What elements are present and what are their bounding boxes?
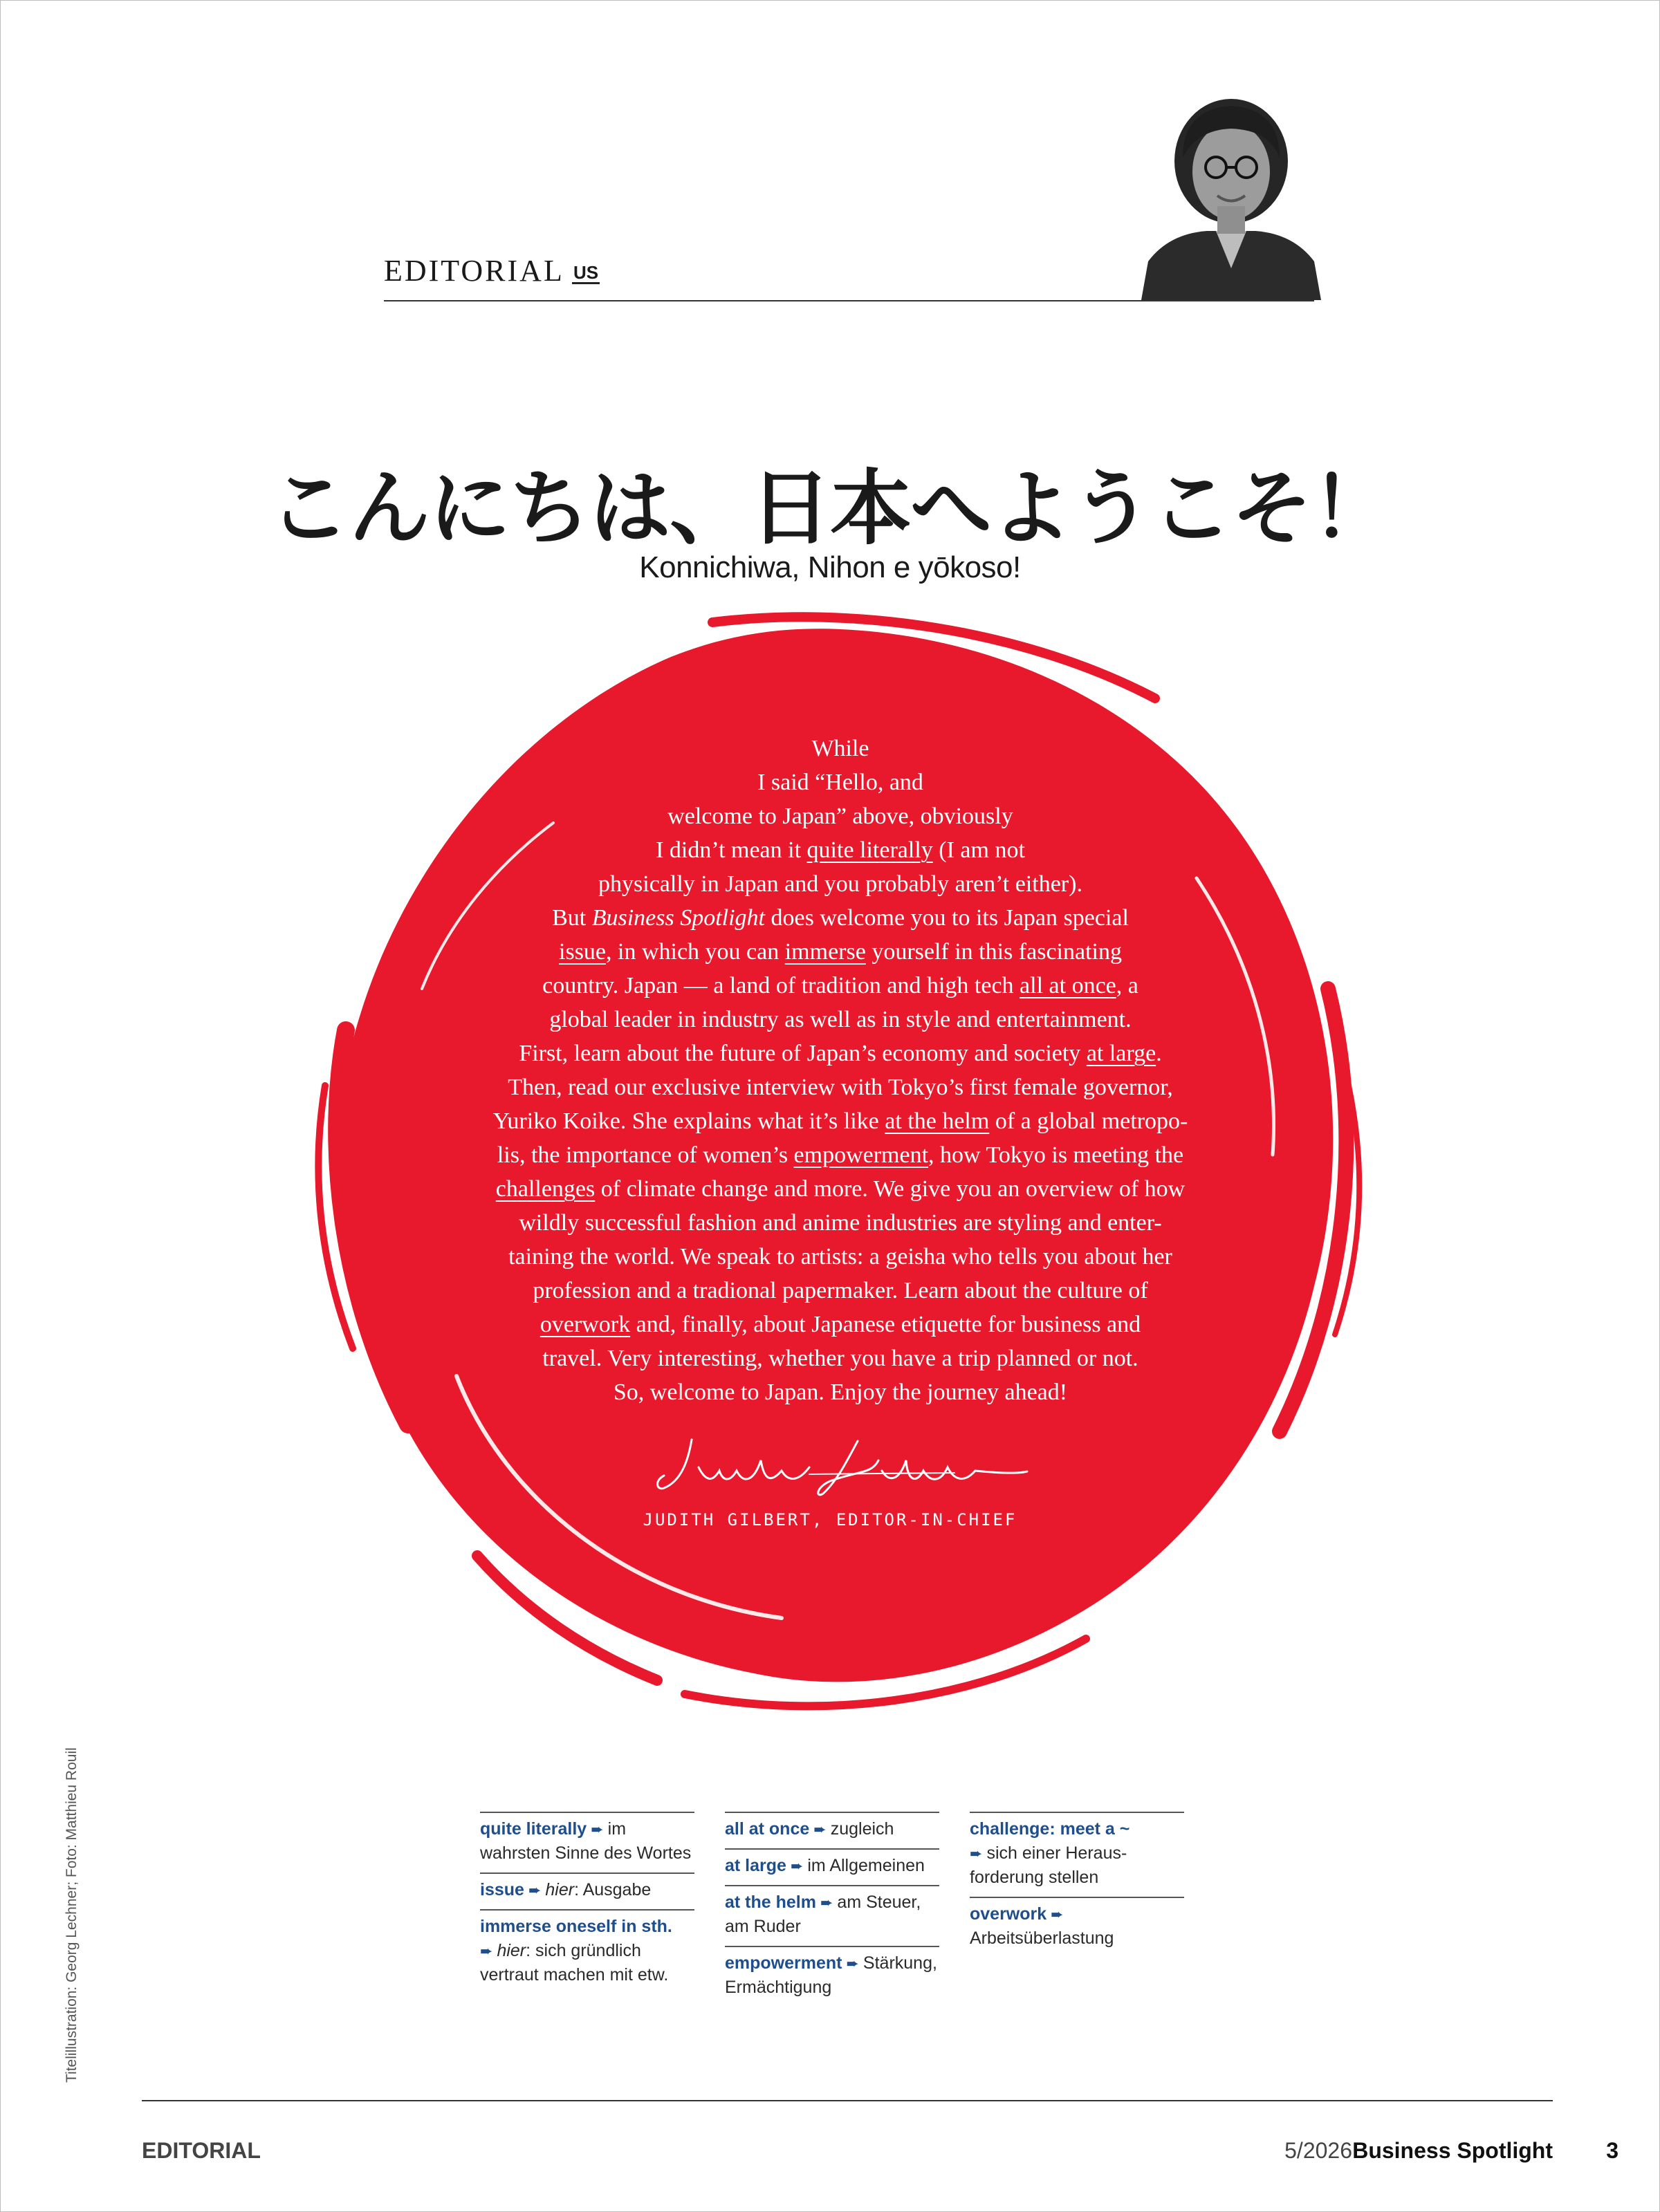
glossary-definition (970, 1843, 1127, 1887)
text-run: taining the world. We speak to artists: a geisha who tells you about her (508, 1244, 1172, 1270)
body-line (415, 732, 1266, 765)
glossary-entry (725, 1885, 939, 1946)
text-run: im Allgemeinen (807, 1856, 925, 1875)
body-line (415, 1206, 1266, 1240)
glossary-column-1 (480, 1812, 694, 1994)
glossary-term: issue (480, 1880, 524, 1899)
arrow-icon: ➨ (480, 1942, 493, 1960)
text-run: : sich gründlich vertraut machen mit etw. (480, 1941, 669, 1985)
text-run: I didn’t mean it (656, 837, 807, 863)
italic-text: hier (545, 1880, 575, 1899)
body-line (415, 1003, 1266, 1037)
body-line (415, 765, 1266, 799)
text-run: : Ausgabe (574, 1880, 652, 1899)
glossed-term: immerse (784, 939, 866, 965)
text-run: country. Japan — a land of tradition and high tech (542, 973, 1020, 998)
arrow-icon: ➨ (790, 1857, 804, 1875)
text-run: yourself in this fascinating (865, 939, 1122, 965)
text-run: of climate change and more. We give you an overview of how (595, 1176, 1186, 1202)
editorial-body (415, 732, 1266, 1409)
glossary-definition (480, 1941, 668, 1985)
arrow-icon: ➨ (1051, 1906, 1064, 1923)
text-run: But (552, 905, 592, 931)
glossed-term: at large (1086, 1041, 1156, 1066)
text-run: First, learn about the future of Japan’s economy and society (519, 1041, 1087, 1066)
text-run: , a (1116, 973, 1138, 998)
text-run: welcome to Japan” above, obviously (667, 803, 1013, 829)
glossed-term: challenges (495, 1176, 596, 1202)
glossed-term: issue (559, 939, 607, 965)
glossary-definition (545, 1880, 651, 1899)
italic-text: Business Spotlight (591, 905, 765, 931)
body-line (415, 1104, 1266, 1138)
glossed-term: all at once (1020, 973, 1116, 998)
text-run: travel. Very interesting, whether you have a trip planned or not. (542, 1346, 1138, 1371)
body-line (415, 969, 1266, 1003)
arrow-icon: ➨ (813, 1821, 827, 1838)
text-run: Yuriko Koike. She explains what it’s like (492, 1108, 885, 1134)
body-line (415, 1375, 1266, 1409)
signer-line: JUDITH GILBERT, EDITOR-IN-CHIEF (643, 1510, 1017, 1530)
text-run: profession and a tradional papermaker. Learn about the culture of (533, 1278, 1148, 1303)
glossary-term: overwork (970, 1904, 1047, 1924)
body-line (415, 1138, 1266, 1172)
glossary-term: at large (725, 1856, 786, 1875)
text-run: and, finally, about Japanese etiquette for business and (630, 1312, 1141, 1337)
glossed-term: empowerment (793, 1142, 929, 1168)
text-run: Arbeitsüberlastung (970, 1928, 1114, 1948)
page-number: 3 (1606, 2138, 1618, 2163)
text-run: While (811, 736, 869, 761)
body-line (415, 867, 1266, 901)
text-run: physically in Japan and you probably aren’t either). (598, 871, 1082, 897)
footer-issue: 5/2026 (1284, 2138, 1352, 2163)
body-line (415, 901, 1266, 935)
glossary-term: at the helm (725, 1893, 816, 1912)
text-run: wildly successful fashion and anime industries are styling and enter- (519, 1210, 1162, 1236)
page-subtitle: Konnichiwa, Nihon e yōkoso! (639, 550, 1021, 584)
italic-text: hier (497, 1941, 526, 1960)
body-line (415, 1274, 1266, 1308)
text-run: lis, the importance of women’s (497, 1142, 794, 1168)
text-run: im wahrsten Sinne des Wortes (480, 1819, 692, 1863)
body-line (415, 1070, 1266, 1104)
text-run: So, welcome to Japan. Enjoy the journey ahead! (613, 1379, 1068, 1405)
arrow-icon: ➨ (820, 1894, 833, 1911)
text-run: (I am not (932, 837, 1025, 863)
glossed-term: quite literally (806, 837, 933, 863)
text-run: am Steuer, am Ruder (725, 1893, 921, 1936)
signature (650, 1433, 1038, 1502)
text-run: of a global metropo- (989, 1108, 1188, 1134)
section-label: EDITORIAL (384, 254, 564, 288)
footer-rule (142, 2100, 1553, 2101)
glossary-column-2 (725, 1812, 939, 2007)
glossary-term: empowerment (725, 1953, 842, 1973)
glossary-column-3 (970, 1812, 1184, 1958)
svg-text:Judith Gilbert: Judith Gilbert (844, 1474, 848, 1475)
body-line (415, 1240, 1266, 1274)
text-run: Stärkung, Ermächtigung (725, 1953, 937, 1997)
glossary-definition (831, 1819, 894, 1839)
glossary-entry (725, 1848, 939, 1885)
arrow-icon: ➨ (970, 1845, 983, 1862)
edition-badge: US (573, 262, 599, 283)
photo-credit: Titelillustration: Georg Lechner; Foto: Matthieu Rouil (64, 1747, 80, 2083)
arrow-icon: ➨ (528, 1881, 542, 1899)
arrow-icon: ➨ (846, 1955, 859, 1972)
page-title: こんにちは、日本へようこそ！ (268, 461, 1392, 556)
text-run: Then, read our exclusive interview with Tokyo’s first female governor, (508, 1075, 1173, 1100)
editor-portrait (1141, 95, 1321, 300)
body-line (415, 799, 1266, 833)
body-line (415, 1308, 1266, 1341)
glossed-term: overwork (540, 1312, 631, 1337)
glossary-entry (480, 1872, 694, 1909)
glossary-definition (807, 1856, 925, 1875)
glossary-entry (725, 1946, 939, 2007)
glossary-term: all at once (725, 1819, 810, 1839)
glossary-term: quite literally (480, 1819, 587, 1839)
text-run: . (1156, 1041, 1162, 1066)
glossary-entry (970, 1897, 1184, 1958)
text-run: sich einer Heraus-forderung stellen (970, 1843, 1127, 1887)
body-line (415, 833, 1266, 867)
body-line (415, 1037, 1266, 1070)
glossary-term: immerse oneself in sth. (480, 1917, 672, 1936)
arrow-icon: ➨ (591, 1821, 604, 1838)
body-line (415, 1172, 1266, 1206)
body-line (415, 935, 1266, 969)
text-run: global leader in industry as well as in style and entertainment. (549, 1007, 1132, 1032)
text-run: zugleich (830, 1819, 894, 1839)
glossary-term: challenge: meet a ~ (970, 1819, 1130, 1839)
glossary-entry (480, 1909, 694, 1994)
footer-section: EDITORIAL (142, 2138, 261, 2163)
glossary-definition (970, 1928, 1114, 1948)
glossary-entry (480, 1812, 694, 1872)
glossed-term: at the helm (885, 1108, 990, 1134)
text-run: does welcome you to its Japan special (765, 905, 1129, 931)
footer-magazine: Business Spotlight (1352, 2138, 1553, 2163)
glossary-entry (725, 1812, 939, 1848)
text-run: , how Tokyo is meeting the (928, 1142, 1184, 1168)
glossary-entry (970, 1812, 1184, 1897)
body-line (415, 1341, 1266, 1375)
text-run: I said “Hello, and (757, 770, 923, 795)
text-run: , in which you can (606, 939, 785, 965)
